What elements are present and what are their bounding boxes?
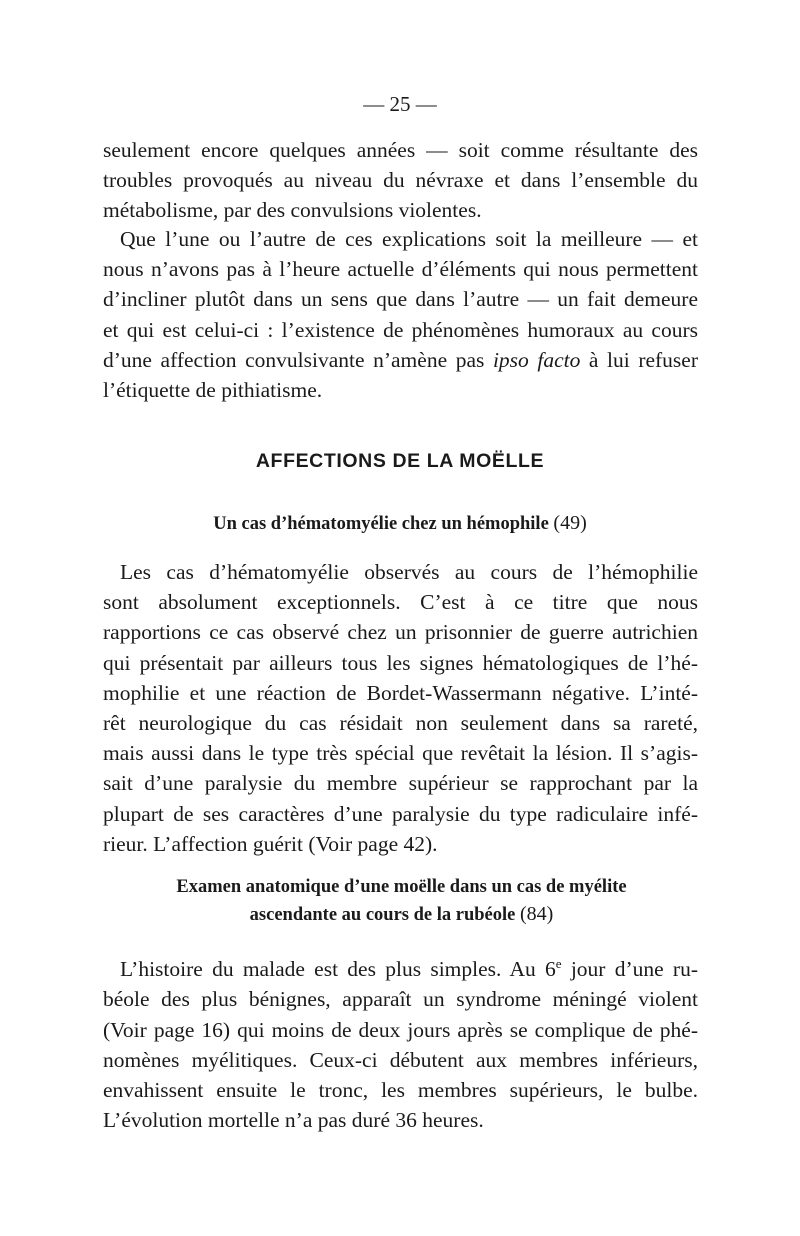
text-line-with-italic — [103, 345, 698, 375]
text-line: et qui est celui-ci : l’existence de phénomènes humoraux au cours — [103, 317, 698, 342]
text-segment: à lui refuser — [588, 347, 698, 372]
text-line: rêt neurologique du cas résidait non seulement dans sa rareté, — [103, 711, 698, 736]
subsection-title-text: Un cas d’hématomyélie chez un hémophile — [213, 514, 549, 534]
text-line: L’évolution mortelle n’a pas duré 36 heures. — [103, 1108, 484, 1133]
paragraph-1 — [103, 135, 698, 226]
subsection-title-line: Examen anatomique d’une moëlle dans un cas de myélite — [176, 877, 627, 897]
reference-number: (84) — [519, 903, 554, 925]
text-line: Les cas d’hématomyélie observés au cours de l’hémophilie — [120, 560, 698, 584]
text-line: métabolisme, par des convulsions violentes. — [103, 198, 482, 223]
text-line: seulement encore quelques années — soit comme résultante des — [103, 138, 698, 162]
text-line-with-superscript — [103, 949, 698, 984]
text-line: (Voir page 16) qui moins de deux jours après se complique de phé- — [103, 1017, 698, 1042]
paragraph-4 — [103, 949, 698, 1135]
text-line: l’étiquette de pithiatisme. — [103, 378, 323, 403]
superscript: e — [555, 956, 562, 971]
text-line: mophilie et une réaction de Bordet-Wassermann négative. L’inté- — [103, 680, 698, 705]
text-line: qui présentait par ailleurs tous les signes hématologiques de l’hé- — [103, 650, 698, 675]
text-line: mais aussi dans le type très spécial que revêtait la lésion. Il s’agis- — [103, 741, 698, 766]
text-line: sait d’une paralysie du membre supérieur se rapprochant par la — [103, 771, 698, 796]
text-line: rieur. L’affection guérit (Voir page 42). — [103, 831, 438, 856]
text-line: d’incliner plutôt dans un sens que dans l’autre — un fait demeure — [103, 287, 698, 312]
text-line: rapportions ce cas observé chez un prisonnier de guerre autrichien — [103, 620, 698, 645]
text-line: nomènes myélitiques. Ceux-ci débutent aux membres inférieurs, — [103, 1047, 698, 1072]
subsection-title-1 — [0, 510, 800, 538]
text-segment: d’une affection convulsivante n’amène pas — [103, 347, 485, 372]
text-segment: L’histoire du malade est des plus simples. Au 6 — [120, 957, 556, 982]
text-line: nous n’avons pas à l’heure actuelle d’éléments qui nous permettent — [103, 257, 698, 282]
section-heading: AFFECTIONS DE LA MOËLLE — [255, 450, 545, 472]
subsection-title-line-2 — [103, 901, 700, 929]
paragraph-2 — [103, 224, 698, 405]
text-line: envahissent ensuite le tronc, les membres supérieurs, le bulbe. — [103, 1077, 698, 1102]
text-segment: jour d’une ru- — [561, 957, 699, 982]
subsection-title-text: ascendante au cours de la rubéole — [249, 905, 516, 925]
subsection-title-2 — [103, 874, 700, 929]
page-number: — 25 — — [363, 92, 437, 116]
text-line: béole des plus bénignes, apparaît un syndrome méningé violent — [103, 987, 698, 1012]
reference-number: (49) — [553, 512, 587, 534]
italic-term: ipso facto — [492, 347, 581, 372]
text-line: Que l’une ou l’autre de ces explications soit la meilleure — et — [120, 227, 698, 251]
paragraph-3 — [103, 557, 698, 859]
text-line: sont absolument exceptionnels. C’est à ce titre que nous — [103, 590, 698, 615]
text-line: troubles provoqués au niveau du névraxe et dans l’ensemble du — [103, 168, 698, 193]
text-line: plupart de ses caractères d’une paralysie du type radiculaire infé- — [103, 801, 698, 826]
